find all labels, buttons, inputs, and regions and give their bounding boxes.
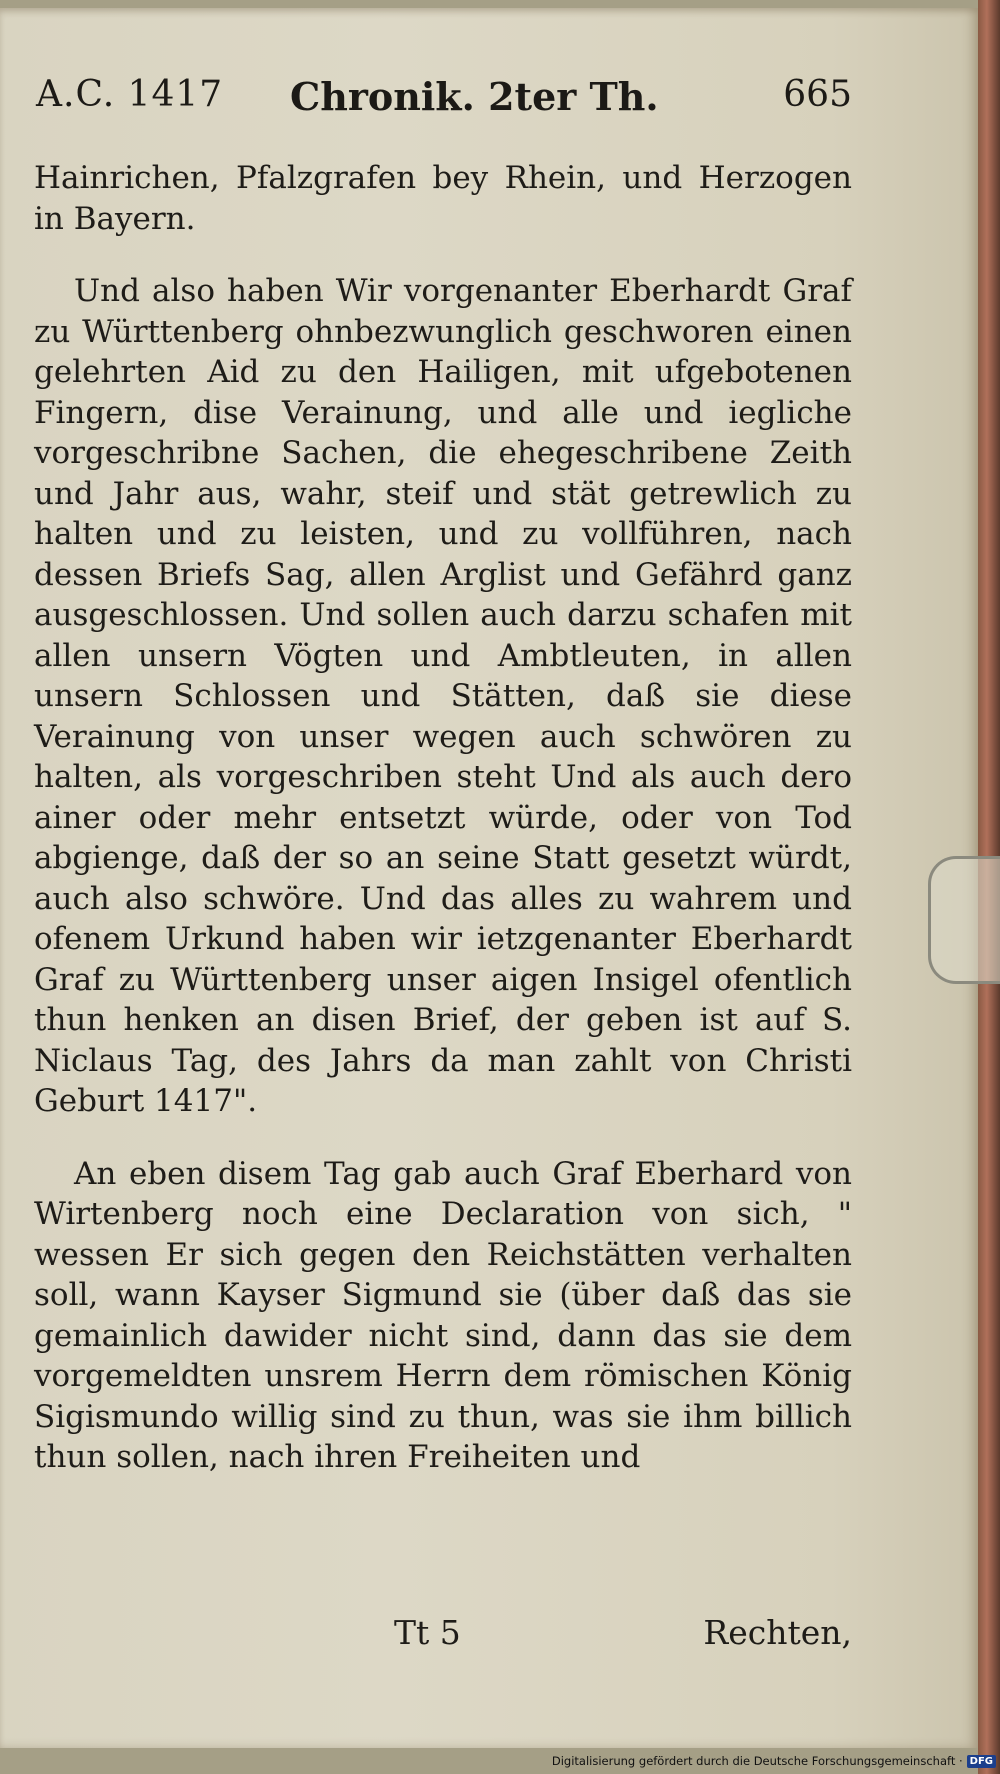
header-year: A.C. 1417	[36, 74, 224, 115]
paragraph-1: Hainrichen, Pfalzgrafen bey Rhein, und Herzogen in Bayern.	[34, 160, 852, 237]
page-clip	[928, 856, 1000, 984]
running-header	[36, 70, 852, 130]
paragraph-3: An eben disem Tag gab auch Graf Eberhard von Wirtenberg noch eine Declaration von sich, " wessen Er sich gegen den Reichstätten verhalten soll, wann Kayser Sigmund sie (über daß das sie gemainlich dawider nicht sind, dann das sie dem vorgemeldten unsrem Herrn dem römischen König Sigismundo willig sind zu thun, was sie ihm billich thun sollen, nach ihren Freiheiten und	[34, 1155, 852, 1475]
header-title: Chronik. 2ter Th.	[290, 74, 659, 119]
book-page	[0, 8, 978, 1748]
digitization-credit	[552, 1752, 996, 1770]
paragraph-2: Und also haben Wir vorgenanter Eberhardt Graf zu Württenberg ohnbezwunglich geschworen einen gelehrten Aid zu den Hailigen, mit ufgebotenen Fingern, dise Verainung, und alle und iegliche vorgeschribne Sachen, die ehegeschribene Zeith und Jahr aus, wahr, steif und stät getrewlich zu halten und zu leisten, und zu vollführen, nach dessen Briefs Sag, allen Arglist und Gefährd ganz ausgeschlossen. Und sollen auch darzu schafen mit allen unsern Vögten und Ambtleuten, in allen unsern Schlossen und Stätten, daß sie diese Verainung von unser wegen auch schwören zu halten, als vorgeschriben steht Und als auch dero ainer oder mehr entsetzt würde, oder von Tod abgienge, daß der so an seine Statt gesetzt würdt, auch also schwöre. Und das alles zu wahrem und ofenem Urkund haben wir ietzgenanter Eberhardt Graf zu Württenberg unser aigen Insigel ofentlich thun henken an disen Brief, der geben ist auf S. Niclaus Tag, des Jahrs da man zahlt von Christi Geburt 1417".	[34, 273, 852, 1119]
catchword: Rechten,	[703, 1613, 852, 1652]
signature-mark: Tt 5	[394, 1613, 461, 1652]
credit-text: Digitalisierung gefördert durch die Deutsche Forschungsgemeinschaft ·	[551, 1754, 963, 1768]
page-number: 665	[783, 74, 852, 115]
page-body	[34, 158, 852, 1510]
dfg-logo-icon: DFG	[967, 1755, 996, 1768]
page-footer	[34, 1613, 852, 1657]
